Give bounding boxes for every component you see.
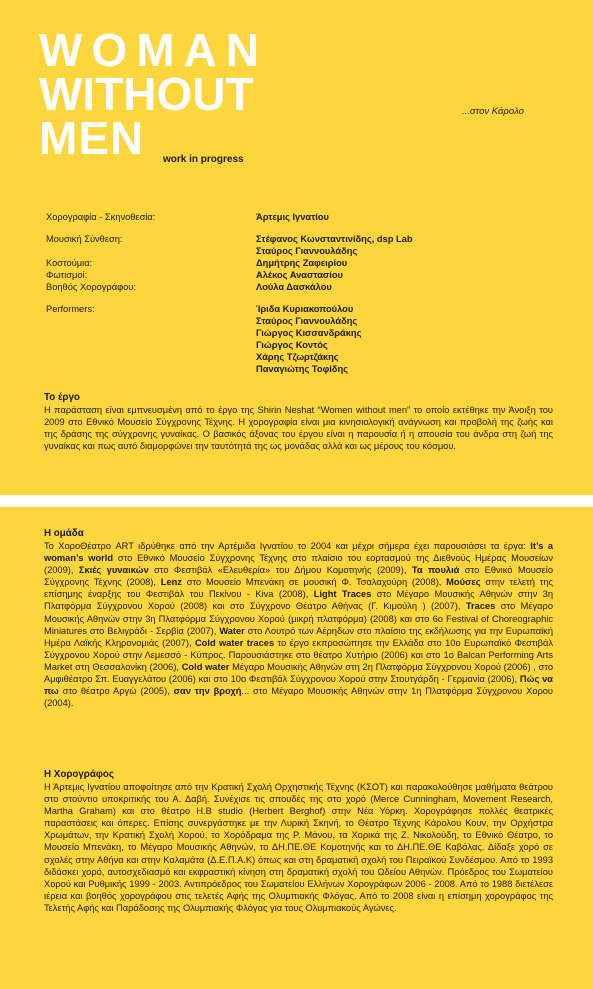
title-line-2: WITHOUT (39, 68, 254, 120)
group-text-segment: στην τελετή της επίσημης έναρξης του Φεστιβάλ του Πεκίνου - Kiva (2008), (44, 577, 553, 600)
work-title: Water (219, 625, 245, 636)
choreographer-text: Η Άρτεμις Ιγνατίου αποφοίτησε από την Κρατική Σχολή Ορχηστικής Τέχνης (ΚΣΟΤ) και παρακολούθησε μαθήματα θεάτρου στο στούντιο υποκριτικής του Α. Δαβή. Συνέχισε τις σπουδές της στο χορό (Merce Cunningham, Movement Research, Martha Graham) και στο θέατρο H.B studio (Herbert Berghof) στην Νέα Υόρκη. Χορογράφησε πολλές θεατρικές παραστάσεις και όπερες. Επίσης συνεργάστηκε με την Λυρική Σκηνή, το Θέατρο Τέχνης Κάρολου Κουν, την Ορχήστρα Χρωμάτων, την Κρατική Σχολή Χορού, το Χορόδραμα της Ρ. Μάνου, τα Χορικά της Ζ. Νικολούδη, το Εθνικό Θέατρο, το Μουσείο Μπενάκη, το Μέγαρο Μουσικής Αθηνών, το ΔΗ.ΠΕ.ΘΕ Κομοτηνής και το ΔΗ.ΠΕ.ΘΕ Καβάλας. Δίδαξε χορό σε σχολές στην Αθήνα και στην Καλαμάτα (Δ.Ε.Π.Α.Κ) όπως και στη δραματική σχολή του Πειραϊκού Συνδέσμου. Από το 1993 διδάσκει χορό, αυτοσχεδιασμό και εκφραστική κίνηση στη δραματική σχολή του Ωδείου Αθηνών. Πρόεδρος του Σωματείου Χορού και Ρυθμικής 1999 - 2003. Αντιπρόεδρος του Σωματείου Ελλήνων Χορογράφων 2006 - 2008. Από το 1988 διετέλεσε ιέρεια και βοηθός χορογράφου στις τελετές Αφής της Ολυμπιακής Φλόγας. Από το 2008 είναι η επίσημη χορογράφος της Τελετής Αφής και Παράδοσης της Ολυμπιακής Φλόγας για τους Ολυμπιακούς Αγώνες. (44, 782, 553, 913)
choreographer-section (44, 769, 553, 914)
credit-row-performers (46, 303, 566, 375)
credit-names (256, 281, 332, 293)
credit-row-lighting (46, 269, 566, 281)
choreographer-heading: Η Χορογράφος (44, 769, 114, 780)
credit-names (256, 211, 329, 223)
credit-name: Παναγιώτης Τοφίδης (256, 364, 348, 374)
credit-names (256, 233, 413, 257)
credit-name: Στέφανος Κωνσταντινίδης, dsp Lab (256, 234, 413, 244)
credit-names (256, 269, 343, 281)
dedication: ...στον Κάρολο (462, 106, 524, 117)
credit-name: Γιώργος Κισσανδράκης (256, 328, 362, 338)
work-text: Η παράσταση είναι εμπνευσμένη από το έργο της Shirin Neshat “Women without men” το οποίο εκτέθηκε την Άνοιξη του 2009 στο Εθνικό Μουσείο Σύγχρονης Τέχνης. Η χορογραφία είναι μια κινησιολογική ανάγνωση και προβολή της ζωής και της δράσης της σύγχρονης γυναίκας. Ο βασικός άξονας του έργου είναι η παρουσία ή η απουσία του άνδρα στη ζωή της γυναίκας και πως αυτό διαμορφώνει την ταυτότητά της ως μονάδας αλλά και ως μέρους του κόσμου. (44, 405, 553, 452)
credit-names (256, 257, 347, 269)
group-text-segment: στο Λουτρό των Αέρηδων στο πλαίσιο της εκδήλωσης για την Ευρωπαϊκή Ημέρα Λαϊκής Κληρονομιάς (2007), (44, 625, 553, 648)
work-title: Πώς να πω (44, 674, 554, 697)
credit-name: Σταύρος Γιαννουλάδης (256, 246, 358, 256)
subtitle: work in progress (163, 154, 244, 165)
credit-role: Φωτισμοί: (46, 270, 88, 280)
title-line-3: MEN (39, 112, 145, 164)
work-title: Τα πουλιά (411, 565, 460, 576)
page-title (39, 24, 268, 164)
credit-name: Χάρης Τζωρτζάκης (256, 352, 339, 362)
credit-role: Χορογραφία - Σκηνοθεσία: (46, 212, 156, 222)
credit-row-music (46, 233, 566, 257)
group-text-segment: στο Μουσείο Μπενάκη σε μουσική Φ. Τσαλαχούρη (2008), (181, 577, 447, 588)
work-title: Light Traces (313, 589, 372, 600)
work-title: Σκιές γυναικών (78, 565, 149, 576)
credit-row-assistant (46, 281, 566, 293)
credit-name: Δημήτρης Ζαφειρίου (256, 258, 348, 268)
group-text-segment: Μέγαρο Μουσικής Αθηνών στη 2η Πλατφόρμα Σύγχρονου Χορού (2006) , στο Αμφιθέατρο Σπ. Ευαγγελάτου (2006) και στο 10ο Φεστιβάλ Σύγχρονου Χορού στην Στουτγάρδη - Γερμανία (2006), (44, 661, 553, 685)
credit-role: Βοηθός Χορογράφου: (46, 282, 136, 292)
work-heading: Το έργο (44, 392, 80, 403)
credits-list (46, 211, 566, 375)
work-section (44, 392, 553, 452)
group-text-segment: το έργο εκπροσώπησε την Ελλάδα στο 10ο Ευρωπαϊκό Φεστιβάλ Σύγχρονου Χορού στην Λεμεσσό - Κύπρος. Παρουσιάστηκε στο θέατρο Χυτήριο (2006) και στο 1ο Balcan Performing Arts Market στη Θεσσαλονίκη (2006), (44, 637, 553, 672)
credit-name: Ίριδα Κυριακοπούλου (256, 304, 354, 314)
group-text-segment: στο Μέγαρο Μουσικής Αθηνών στην 3η Πλατφόρμα Σύγχρονου Χορού (μικρή πλατφόρμα) (2008) και στο 6ο Festival of Choreographic Miniatures στο Βελιγράδι - Σερβία (2007), (44, 601, 553, 636)
credit-role: Performers: (46, 304, 95, 314)
credit-role: Κοστούμια: (46, 258, 93, 268)
work-title: σαν την βροχή (173, 686, 242, 697)
group-text-segment: στο Μέγαρο Μουσικής Αθηνών στην 3η Πλατφόρμα Σύγχρονου Χορού (2008) και στο Σύγχρονο Θέατρο Αθήνας (Γ. Κιμούλη ) (2007), (44, 589, 554, 612)
group-text-segment: στο Εθνικό Μουσείο Σύγχρονης Τέχνης (2008), (44, 565, 553, 588)
credit-name: Λούλα Δασκάλου (256, 282, 332, 292)
group-text-segment: στο Φεστιβάλ «Ελευθερία» του Δήμου Κομοτηνής (2009), (148, 565, 412, 576)
work-title: Traces (465, 601, 496, 612)
credit-name: Σταύρος Γιαννουλάδης (256, 316, 358, 326)
group-text-segment: ... στο Μέγαρο Μουσικής Αθηνών στην 1η Πλατφόρμα Σύγχρονου Χορου (2004). (44, 686, 553, 709)
group-text (44, 540, 553, 709)
work-title: Cold water (181, 661, 230, 672)
credit-name: Άρτεμις Ιγνατίου (256, 212, 329, 222)
work-title: Lenz (160, 577, 182, 588)
credit-row-costumes (46, 257, 566, 269)
credit-name: Γιώργος Κοντός (256, 340, 328, 350)
credit-role: Μουσική Σύνθεση: (46, 234, 123, 244)
work-title: Μούσες (446, 577, 481, 588)
group-text-segment: Το ΧοροΘέατρο ART ιδρύθηκε από την Αρτέμιδα Ιγνατίου το 2004 και μέχρι σήμερα έχει παρουσιάσει τα έργα: (44, 541, 531, 551)
group-heading: Η ομάδα (44, 528, 84, 539)
title-line-1: WOMAN (39, 24, 268, 76)
group-text-segment: στο θέατρο Αργώ (2005), (58, 686, 174, 697)
work-title: Cold water traces (194, 637, 275, 648)
group-text-segment: στο Εθνικό Μουσείο Σύγχρονης Τέχνης στο πλαίσιο του εορτασμού της Διεθνούς Ημέρας Μουσείων (2009), (44, 553, 553, 576)
work-title: It’s a woman’s world (44, 541, 553, 564)
credit-row-choreography (46, 211, 566, 223)
credit-names (256, 303, 361, 375)
group-section (44, 528, 553, 709)
credit-name: Αλέκος Αναστασίου (256, 270, 343, 280)
